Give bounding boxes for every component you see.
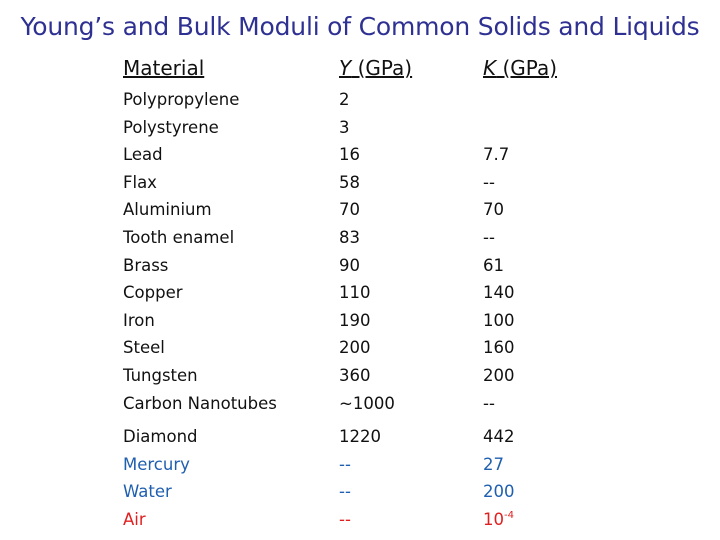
k-value-cell — [483, 114, 515, 142]
material-cell: Copper — [123, 283, 183, 303]
material-cell: Tungsten — [123, 365, 198, 385]
y-value-cell: 3 — [339, 117, 350, 137]
y-value-cell: 200 — [339, 338, 371, 358]
k-value-cell: 100 — [483, 310, 515, 330]
header-bulk-modulus — [483, 56, 557, 80]
material-cell: Carbon Nanotubes — [123, 393, 277, 413]
page-title: Young’s and Bulk Moduli of Common Solids and Liquids — [20, 12, 700, 41]
k-value-cell: -- — [483, 393, 495, 413]
y-value-cell: 190 — [339, 310, 371, 330]
y-value-cell: 58 — [339, 172, 360, 192]
k-value-cell — [483, 86, 515, 114]
header-k-symbol: K — [483, 56, 497, 80]
solids-material-column — [123, 86, 277, 417]
material-cell-air: Air — [123, 509, 146, 529]
others-material-column — [123, 423, 198, 533]
others-k-column — [483, 423, 515, 533]
k-value-cell: 7.7 — [483, 145, 510, 165]
others-y-column — [339, 423, 381, 533]
k-value-cell-water: 200 — [483, 482, 515, 502]
k-value-cell: 200 — [483, 365, 515, 385]
y-value-cell: 2 — [339, 90, 350, 109]
material-cell: Steel — [123, 338, 165, 358]
material-cell-water: Water — [123, 482, 172, 502]
k-value-cell: 140 — [483, 283, 515, 303]
y-value-cell-water: -- — [339, 482, 351, 502]
y-value-cell: 360 — [339, 365, 371, 385]
solids-k-column — [483, 86, 515, 417]
material-cell: Brass — [123, 255, 169, 275]
header-young-modulus — [339, 56, 412, 80]
k-value-cell: 160 — [483, 338, 515, 358]
k-value-cell: 70 — [483, 200, 504, 220]
k-value-cell-mercury: 27 — [483, 454, 504, 474]
k-value-cell-air — [483, 506, 515, 534]
y-value-cell-mercury: -- — [339, 454, 351, 474]
k-air-exponent: -4 — [504, 509, 514, 521]
material-cell-mercury: Mercury — [123, 454, 190, 474]
k-value-cell: -- — [483, 172, 495, 192]
material-cell: Polystyrene — [123, 117, 219, 137]
header-k-unit: (GPa) — [496, 56, 558, 80]
y-value-cell: 83 — [339, 227, 360, 247]
y-value-cell: 110 — [339, 283, 371, 303]
y-value-cell: 90 — [339, 255, 360, 275]
y-value-cell: 70 — [339, 200, 360, 220]
y-value-cell: 16 — [339, 145, 360, 165]
k-value-cell: -- — [483, 227, 495, 247]
y-value-cell: 1220 — [339, 427, 381, 446]
material-cell: Iron — [123, 310, 155, 330]
y-value-cell-air: -- — [339, 509, 351, 529]
header-y-symbol: Y — [339, 56, 352, 80]
material-cell: Flax — [123, 172, 157, 192]
material-cell: Aluminium — [123, 200, 212, 220]
k-value-cell: 442 — [483, 427, 515, 446]
solids-y-column — [339, 86, 395, 417]
y-value-cell: ~1000 — [339, 393, 395, 413]
k-value-cell: 61 — [483, 255, 504, 275]
material-cell: Lead — [123, 145, 163, 165]
header-y-unit: (GPa) — [351, 56, 413, 80]
k-air-base: 10 — [483, 509, 504, 529]
material-cell: Polypropylene — [123, 90, 240, 109]
material-cell: Tooth enamel — [123, 227, 235, 247]
header-material: Material — [123, 56, 205, 80]
material-cell: Diamond — [123, 427, 198, 446]
